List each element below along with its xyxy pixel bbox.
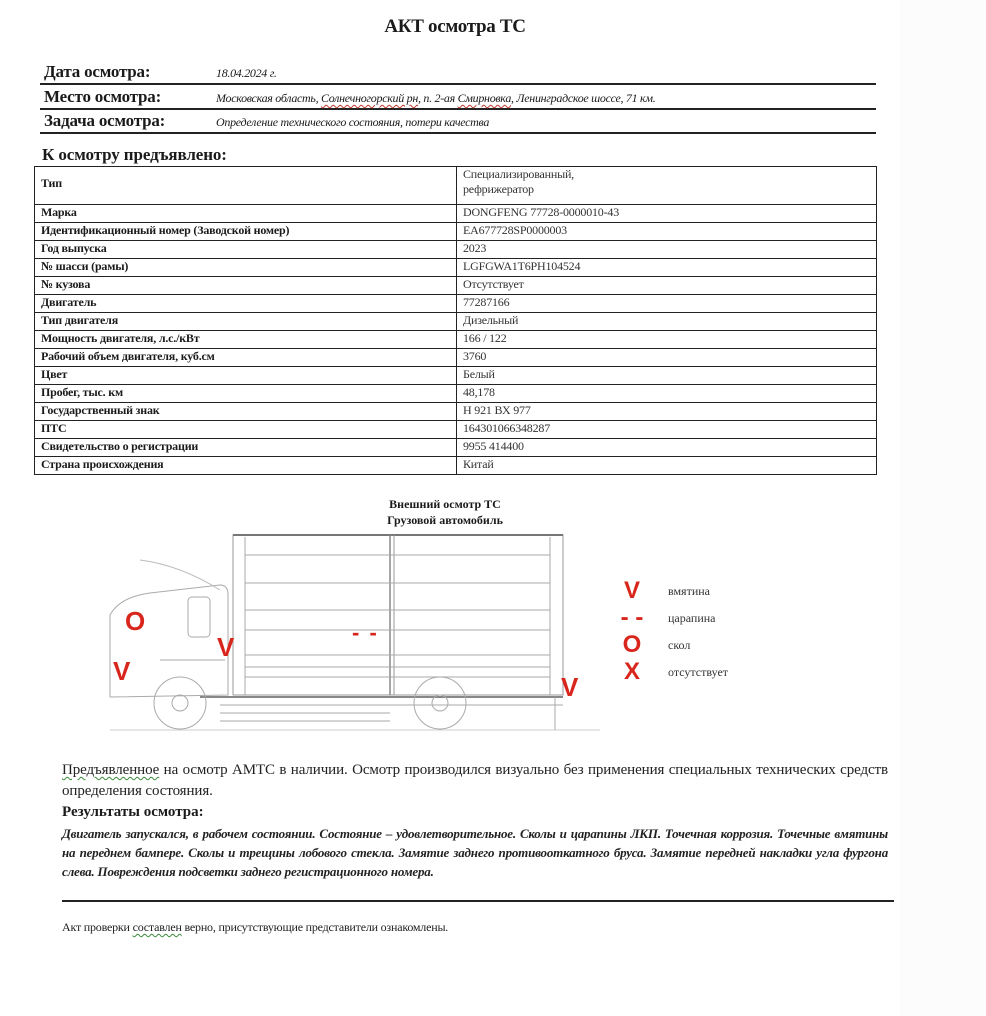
table-row: [35, 241, 877, 259]
inspection-date-value: 18.04.2024 г.: [216, 66, 277, 80]
spec-value: DONGFENG 77728-0000010-43: [457, 205, 877, 223]
place-text-spellcheck: Смирновка: [457, 91, 512, 105]
diagram-title: [0, 496, 890, 528]
place-text-spellcheck: Солнечногорский рн: [321, 91, 418, 105]
spec-value: Китай: [457, 457, 877, 475]
page-margin: [900, 0, 986, 1016]
spec-key: Цвет: [35, 367, 457, 385]
table-row: [35, 439, 877, 457]
spec-key: ПТС: [35, 421, 457, 439]
legend-label: вмятина: [668, 584, 710, 598]
document-title: АКТ осмотра ТС: [384, 16, 526, 37]
presented-heading: К осмотру предъявлено:: [42, 145, 227, 164]
place-text: Московская область,: [216, 91, 321, 105]
spec-value: 3760: [457, 349, 877, 367]
spec-key: Идентификационный номер (Заводской номер): [35, 223, 457, 241]
table-row: [35, 349, 877, 367]
inspection-date-row: [40, 63, 876, 85]
spec-key: № кузова: [35, 277, 457, 295]
spec-value: Отсутствует: [457, 277, 877, 295]
spec-key: Тип: [35, 167, 457, 205]
spec-value: 2023: [457, 241, 877, 259]
scratch-symbol-icon: - -: [620, 604, 644, 631]
spec-value-line: рефрижератор: [463, 182, 534, 196]
chip-symbol-icon: O: [622, 631, 642, 658]
spec-key: Мощность двигателя, л.с./кВт: [35, 331, 457, 349]
damage-dent-mark-van-front-corner: V: [217, 632, 235, 662]
results-heading: Результаты осмотра:: [62, 804, 204, 820]
inspection-date-label: Дата осмотра:: [44, 62, 151, 81]
intro-text: на осмотр АМТС в наличии. Осмотр производился визуально без применения специальных технических средств определения состояния.: [62, 762, 888, 799]
spec-key: Двигатель: [35, 295, 457, 313]
spec-key: Год выпуска: [35, 241, 457, 259]
spec-value: 9955 414400: [457, 439, 877, 457]
footer-text: Акт проверки: [62, 920, 133, 934]
legend-label: царапина: [668, 611, 716, 625]
spec-value: 48,178: [457, 385, 877, 403]
footer-text: верно, присутствующие представители ознакомлены.: [181, 920, 449, 934]
spec-key: Марка: [35, 205, 457, 223]
diagram-title-line1: Внешний осмотр ТС: [389, 497, 501, 511]
spec-key: Страна происхождения: [35, 457, 457, 475]
results-text: Двигатель запускался, в рабочем состоянии. Состояние – удовлетворительное. Сколы и царапины ЛКП. Точечная коррозия. Точечные вмятины на переднем бампере. Сколы и трещины лобового стекла. Замятие заднего противооткатного бруса. Замятие передней накладки угла фургона слева. Повреждения подсветки заднего регистрационного номера.: [62, 826, 888, 879]
legend-item: [620, 605, 820, 632]
table-row: [35, 277, 877, 295]
vehicle-specs-table: [34, 166, 877, 475]
inspection-task-row: [40, 112, 876, 134]
spec-value: Н 921 ВХ 977: [457, 403, 877, 421]
damage-scratch-mark-van-side: - -: [352, 620, 379, 645]
inspection-task-value: Определение технического состояния, потери качества: [216, 115, 490, 129]
spec-value: [457, 167, 877, 205]
spec-value: 164301066348287: [457, 421, 877, 439]
divider: [62, 900, 894, 902]
legend-item: [620, 632, 820, 659]
damage-legend: [620, 578, 820, 686]
place-text: , Ленинградское шоссе, 71 км.: [511, 91, 656, 105]
footer-text-spellcheck: составлен: [132, 920, 182, 934]
spec-value: 77287166: [457, 295, 877, 313]
table-row: [35, 367, 877, 385]
inspection-place-label: Место осмотра:: [44, 87, 162, 106]
inspection-place-value: [216, 91, 655, 106]
table-row: [35, 205, 877, 223]
table-row: [35, 457, 877, 475]
legend-label: отсутствует: [668, 665, 729, 679]
spec-value: LGFGWA1T6PH104524: [457, 259, 877, 277]
table-row: [35, 421, 877, 439]
table-row: [35, 313, 877, 331]
damage-dent-mark-front-bumper: V: [113, 656, 131, 686]
spec-value: EA677728SP0000003: [457, 223, 877, 241]
legend-item: [620, 659, 820, 686]
inspection-place-row: [40, 88, 876, 110]
legend-item: [620, 578, 820, 605]
intro-word-spellcheck: Предъявленное: [62, 762, 160, 778]
diagram-title-line2: Грузовой автомобиль: [387, 513, 503, 527]
table-row: [35, 295, 877, 313]
spec-value: Дизельный: [457, 313, 877, 331]
damage-chip-mark-windshield: O: [125, 606, 146, 636]
table-row: [35, 385, 877, 403]
missing-symbol-icon: X: [623, 658, 640, 685]
spec-value: Белый: [457, 367, 877, 385]
inspection-intro-paragraph: [62, 760, 888, 802]
spec-key: Пробег, тыс. км: [35, 385, 457, 403]
table-row: [35, 167, 877, 205]
spec-key: № шасси (рамы): [35, 259, 457, 277]
table-row: [35, 331, 877, 349]
table-row: [35, 403, 877, 421]
spec-value: 166 / 122: [457, 331, 877, 349]
act-confirmation-text: [62, 920, 448, 935]
spec-key: Свидетельство о регистрации: [35, 439, 457, 457]
table-row: [35, 259, 877, 277]
spec-key: Рабочий объем двигателя, куб.см: [35, 349, 457, 367]
spec-key: Тип двигателя: [35, 313, 457, 331]
legend-label: скол: [668, 638, 691, 652]
dent-symbol-icon: V: [623, 577, 640, 604]
spec-key: Государственный знак: [35, 403, 457, 421]
table-row: [35, 223, 877, 241]
damage-dent-mark-rear-bar: V: [561, 672, 579, 702]
place-text: , п. 2-ая: [418, 91, 458, 105]
spec-value-line: Специализированный,: [463, 167, 574, 181]
inspection-task-label: Задача осмотра:: [44, 111, 166, 130]
